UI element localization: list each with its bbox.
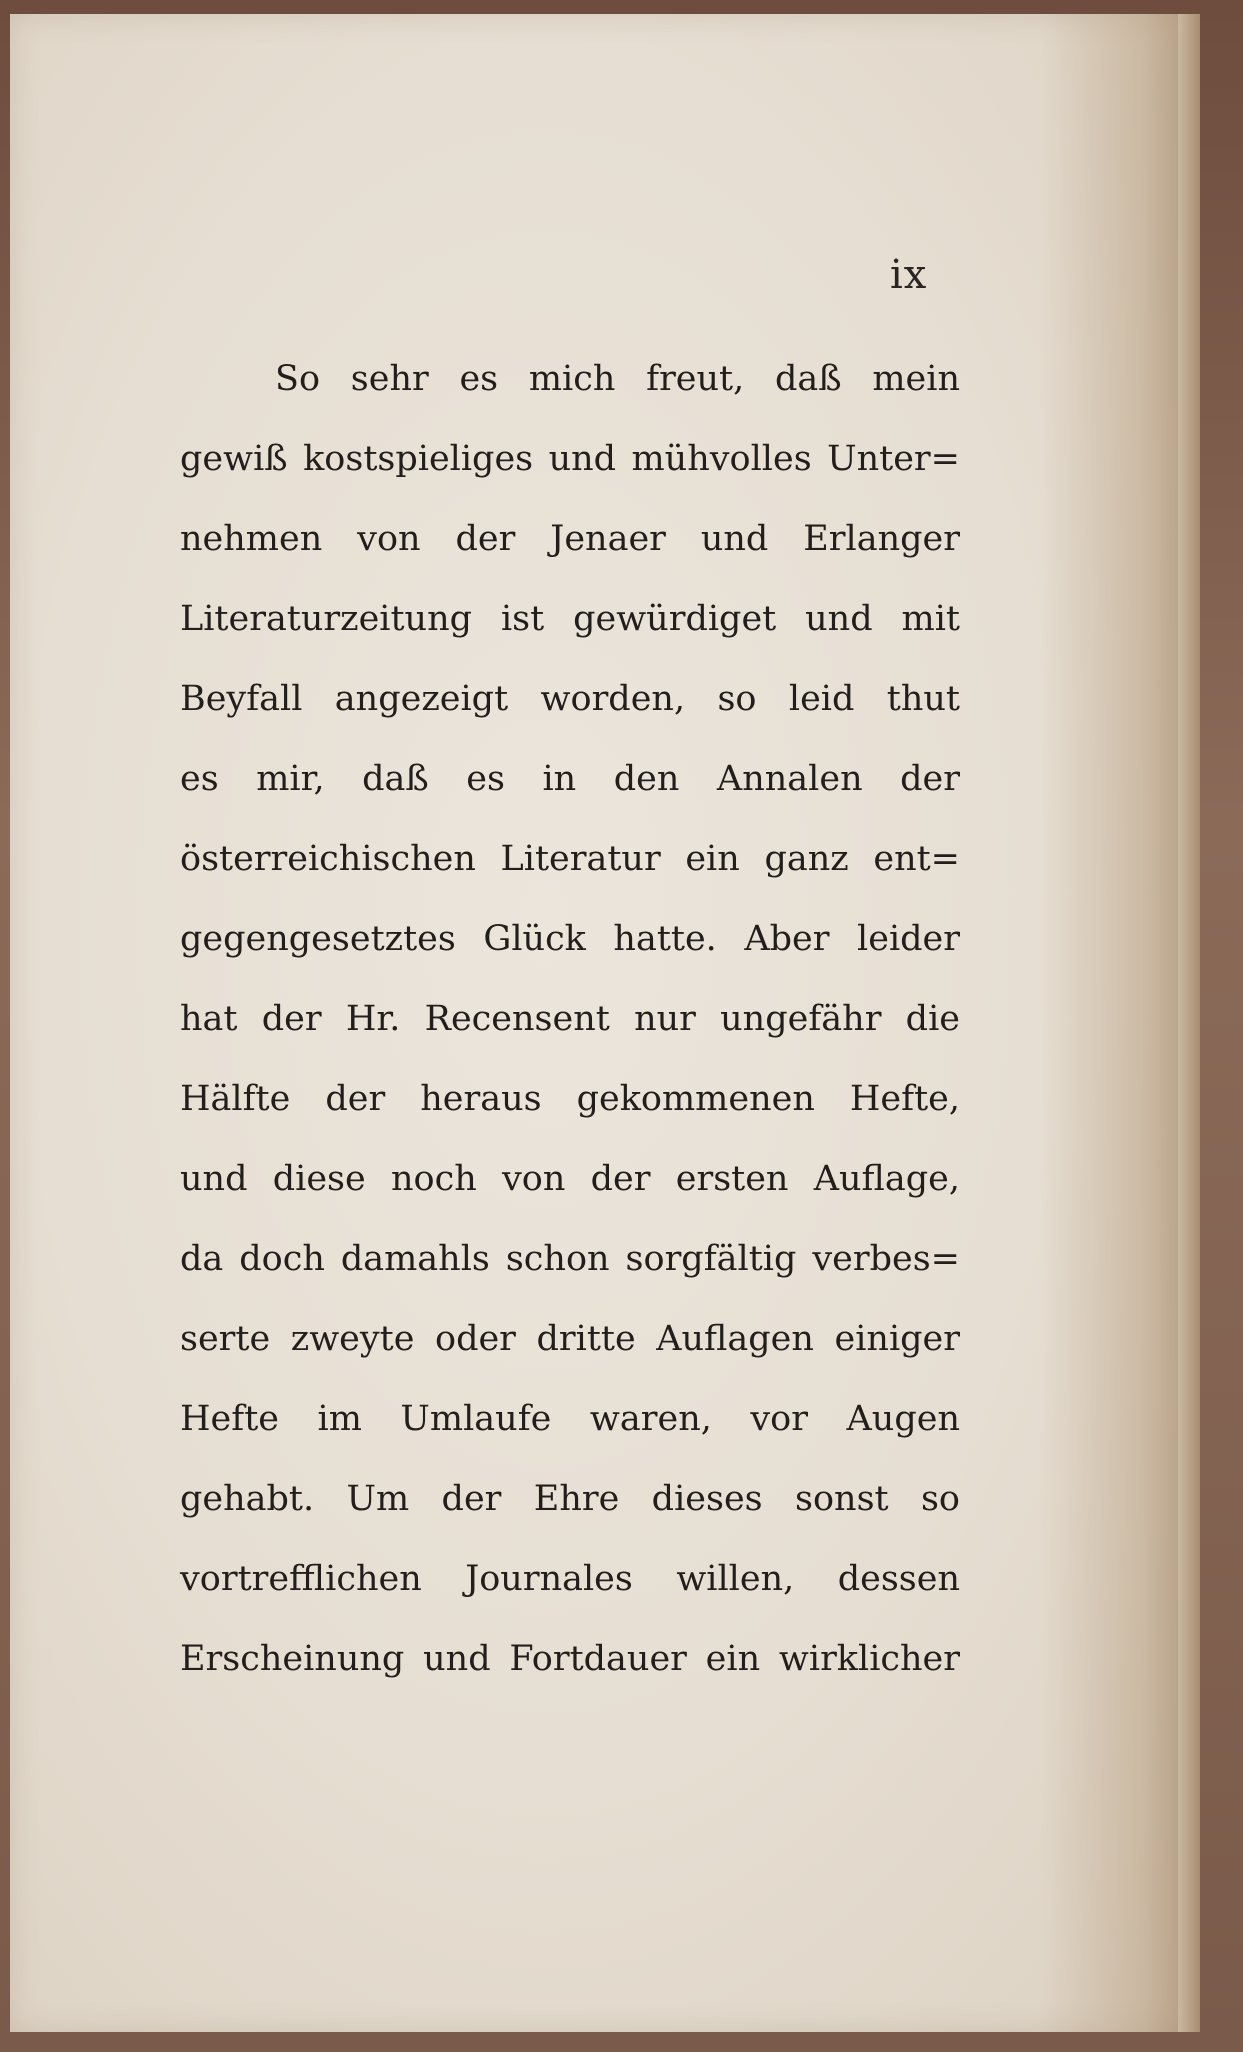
text-line: österreichischen Literatur ein ganz ent= (180, 839, 960, 879)
text-line: serte zweyte oder dritte Auflagen einiger (180, 1319, 960, 1359)
text-line: und diese noch von der ersten Auflage, (180, 1159, 960, 1199)
text-line: Literaturzeitung ist gewürdiget und mit (180, 599, 960, 639)
gutter-shadow (1040, 14, 1200, 2032)
page-edge (1178, 14, 1200, 2032)
text-line: es mir, daß es in den Annalen der (180, 759, 960, 799)
body-text (180, 339, 960, 1699)
text-line: gewiß kostspieliges und mühvolles Unter= (180, 439, 960, 479)
text-line: So sehr es mich freut, daß mein (275, 359, 960, 399)
text-line: Beyfall angezeigt worden, so leid thut (180, 679, 960, 719)
text-line: hat der Hr. Recensent nur ungefähr die (180, 999, 960, 1039)
text-line: Hälfte der heraus gekommenen Hefte, (180, 1079, 960, 1119)
text-line: gegengesetztes Glück hatte. Aber leider (180, 919, 960, 959)
text-line: gehabt. Um der Ehre dieses sonst so (180, 1479, 960, 1519)
text-line: Erscheinung und Fortdauer ein wirklicher (180, 1639, 960, 1679)
text-line: vortrefflichen Journales willen, dessen (180, 1559, 960, 1599)
book-page (10, 14, 1200, 2032)
text-line: Hefte im Umlaufe waren, vor Augen (180, 1399, 960, 1439)
page-number: ix (890, 252, 928, 298)
text-line: nehmen von der Jenaer und Erlanger (180, 519, 960, 559)
text-line: da doch damahls schon sorgfältig verbes= (180, 1239, 960, 1279)
